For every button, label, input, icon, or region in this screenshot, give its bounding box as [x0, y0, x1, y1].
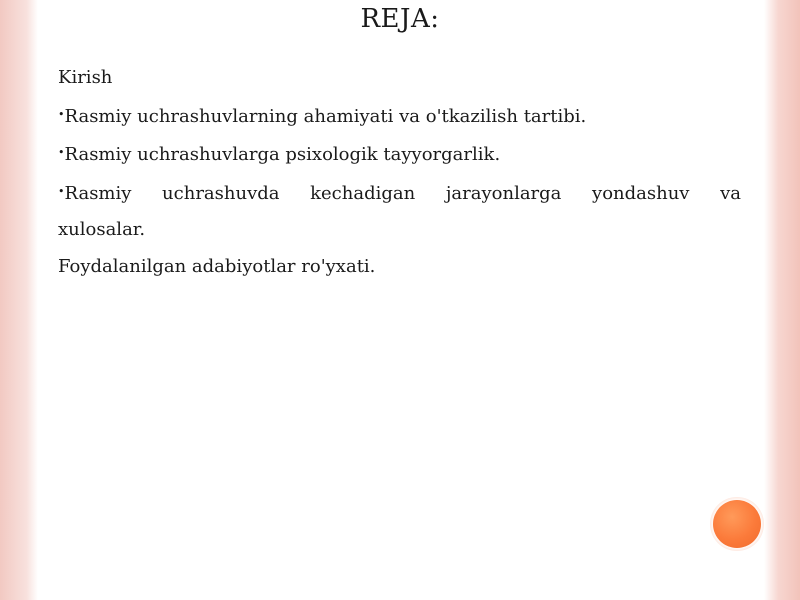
list-item-text: Kirish [58, 67, 113, 88]
plan-list [58, 60, 741, 285]
list-item-text: xulosalar. [58, 219, 146, 240]
list-item-text: Rasmiy uchrashuvlarga psixologik tayyorgarlik. [64, 144, 501, 165]
right-decorative-stripe [764, 0, 800, 600]
slide-title: REJA: [360, 4, 440, 34]
list-item-text: Foydalanilgan adabiyotlar ro'yxati. [58, 255, 376, 277]
list-item-text: Rasmiy uchrashuvda kechadigan jarayonlarga yondashuv va [64, 182, 741, 204]
bullet-icon: • [58, 107, 65, 121]
list-item [58, 135, 741, 174]
list-item [58, 97, 741, 136]
list-item-intro [58, 60, 741, 97]
bullet-icon: • [58, 146, 65, 159]
list-item [58, 174, 741, 213]
list-item-references [58, 249, 741, 286]
list-item-text: Rasmiy uchrashuvlarning ahamiyati va o'tkazilish tartibi. [64, 105, 587, 127]
list-item-continuation [58, 212, 741, 249]
orange-circle-decoration [713, 500, 761, 548]
bullet-icon: • [58, 184, 65, 198]
left-decorative-stripe [0, 0, 38, 600]
